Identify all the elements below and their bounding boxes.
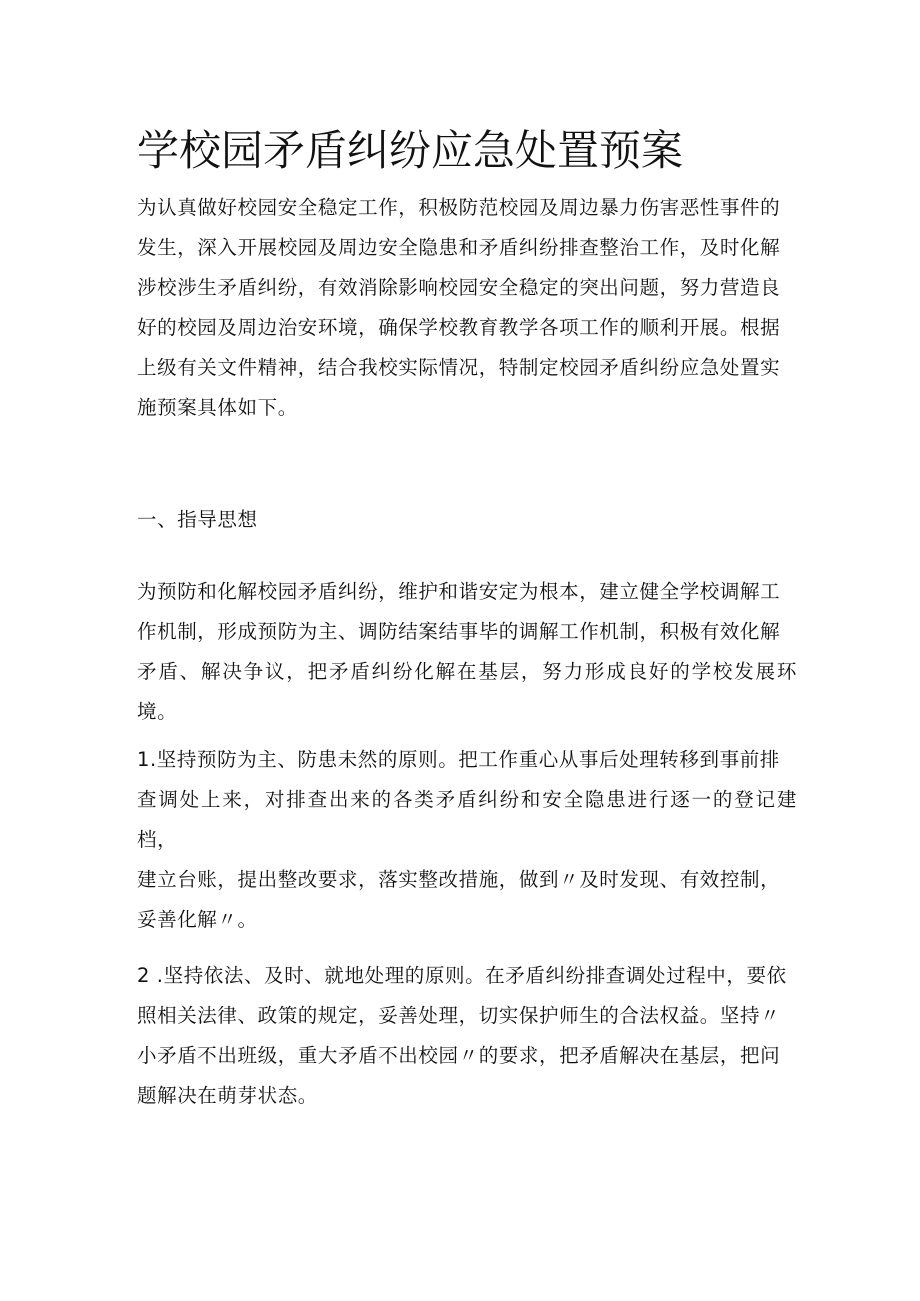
principle-item-2: 2 .坚持依法、及时、就地处理的原则。在矛盾纠纷排查调处过程中，要依 照相关法律、政策的规定，妥善处理，切实保护师生的合法权益。坚持〃 小矛盾不出班级，重大矛盾不出校园〃的要求，把矛盾解决在基层，把问 题解决在萌芽状态。	[137, 964, 787, 1107]
section-heading-guiding-principles: 一、指导思想	[137, 508, 258, 531]
principle-item-1: 1.坚持预防为主、防患未然的原则。把工作重心从事后处理转移到事前排 查调处上来，对排查出来的各类矛盾纠纷和安全隐患进行逐一的登记建档， 建立台账，提出整改要求，落实整改措施，做到〃及时发现、有效控制， 妥善化解〃。	[137, 748, 797, 931]
document-title: 学校园矛盾纠纷应急处置预案	[137, 126, 684, 175]
guiding-principles-paragraph: 为预防和化解校园矛盾纠纷，维护和谐安定为根本，建立健全学校调解工 作机制，形成预防为主、调防结案结事毕的调解工作机制，积极有效化解 矛盾、解决争议，把矛盾纠纷化解在基层，努力形成良好的学校发展环境。	[137, 580, 797, 723]
intro-paragraph: 为认真做好校园安全稳定工作，积极防范校园及周边暴力伤害恶性事件的 发生，深入开展校园及周边安全隐患和矛盾纠纷排查整治工作，及时化解 涉校涉生矛盾纠纷，有效消除影响校园安全稳定的突出问题，努力营造良 好的校园及周边治安环境，确保学校教育教学各项工作的顺利开展。根据 上级有关文件精神，结合我校实际情况，特制定校园矛盾纠纷应急处置实 施预案具体如下。	[137, 196, 781, 419]
